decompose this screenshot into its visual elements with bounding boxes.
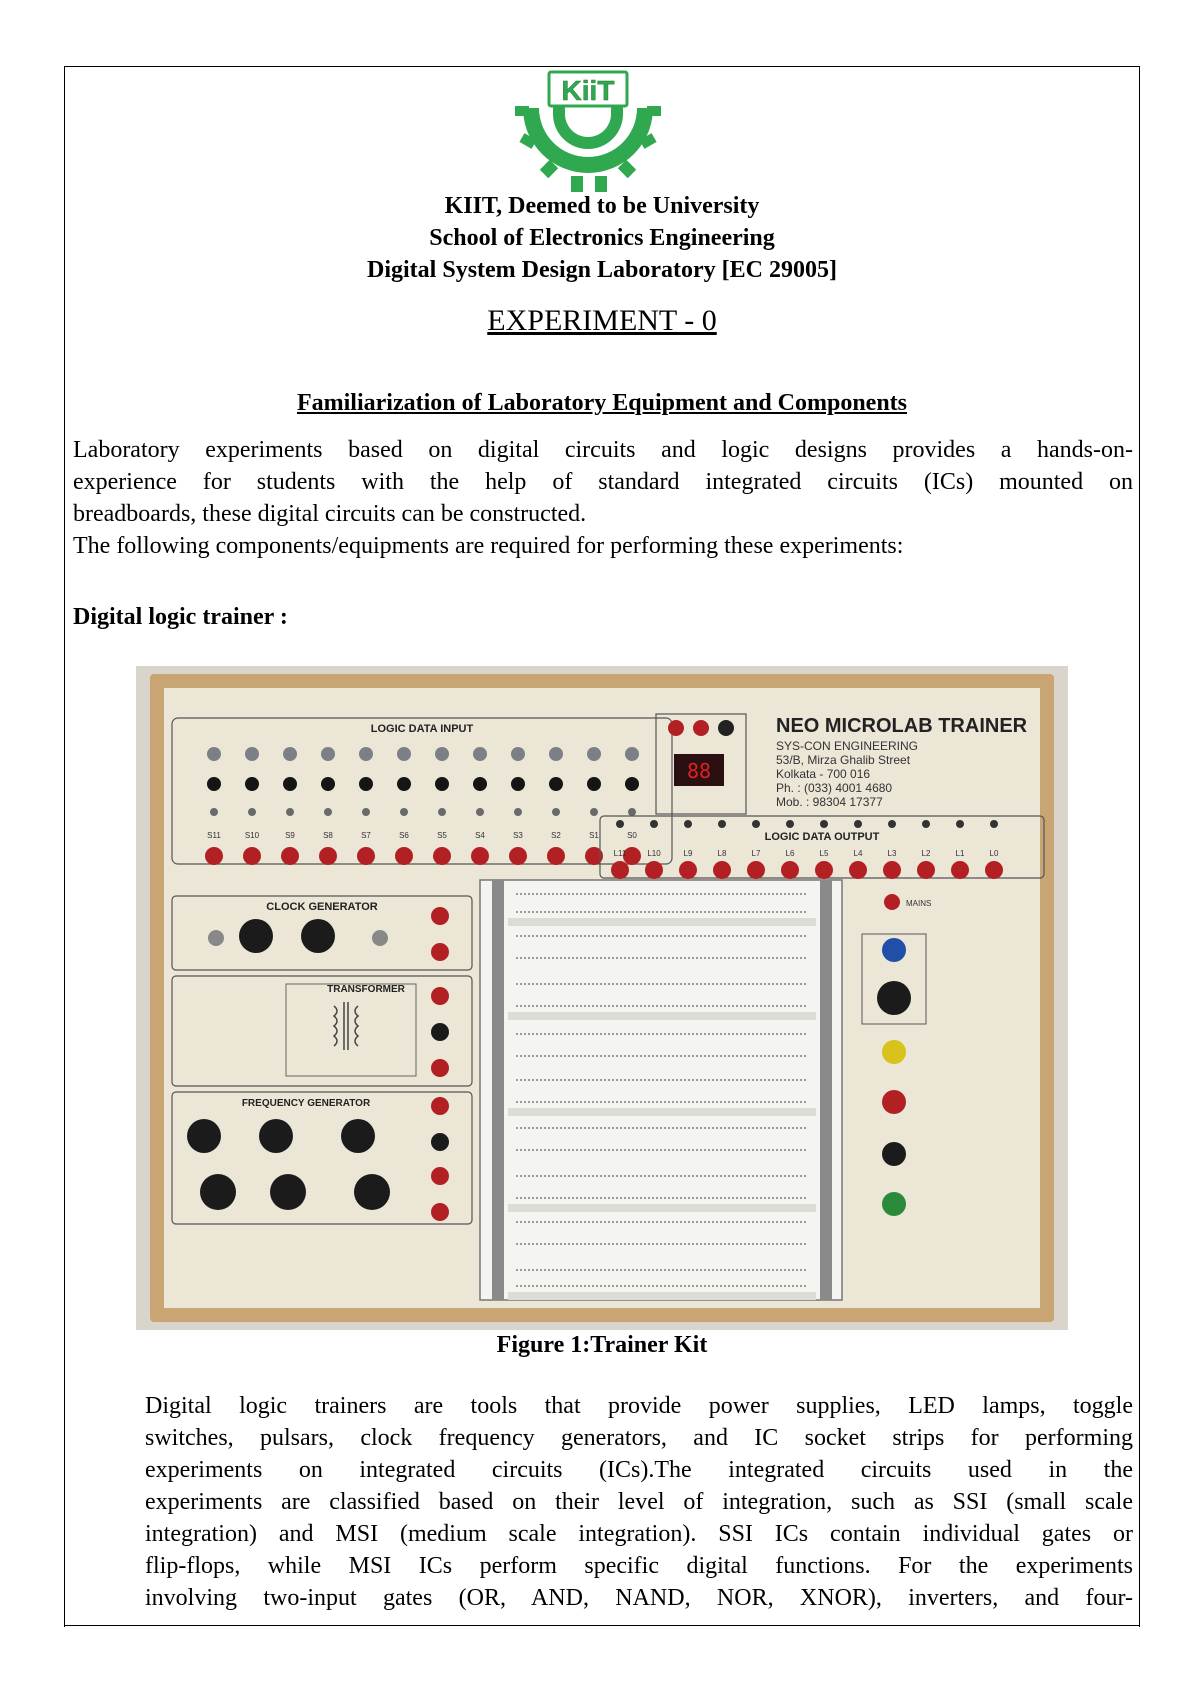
clock-generator-label: CLOCK GENERATOR: [266, 901, 378, 913]
panel-brand-title: NEO MICROLAB TRAINER: [776, 715, 1028, 737]
intro-line: experience for students with the help of standard integrated circuits (ICs) mounted on: [73, 469, 1133, 495]
output-led-label: L9: [683, 849, 693, 858]
transformer-label: TRANSFORMER: [327, 984, 405, 995]
panel-phone: Ph. : (033) 4001 4680: [776, 781, 893, 795]
output-led-label: L4: [853, 849, 863, 858]
output-led-label: L3: [887, 849, 897, 858]
input-switch-label: S9: [285, 831, 295, 840]
output-led-label: L5: [819, 849, 829, 858]
input-switch-label: S8: [323, 831, 333, 840]
intro-line: breadboards, these digital circuits can be constructed.: [73, 501, 587, 527]
svg-text:KiiT: KiiT: [561, 75, 615, 106]
panel-mobile: Mob. : 98304 17377: [776, 795, 883, 809]
section-title: Familiarization of Laboratory Equipment and Components: [296, 390, 908, 416]
body-line: involving two-input gates (OR, AND, NAND, NOR, XNOR), inverters, and four-: [145, 1585, 1133, 1611]
lab-name: Digital System Design Laboratory [EC 29005]: [367, 257, 837, 283]
school-name: School of Electronics Engineering: [429, 225, 775, 251]
frequency-generator-label: FREQUENCY GENERATOR: [241, 1098, 371, 1109]
input-switch-label: S5: [437, 831, 447, 840]
logic-output-label: LOGIC DATA OUTPUT: [764, 831, 880, 843]
panel-company: SYS-CON ENGINEERING: [776, 739, 919, 753]
input-switch-label: S0: [627, 831, 637, 840]
input-switch-label: S1: [589, 831, 599, 840]
intro-line: The following components/equipments are required for performing these experiments:: [73, 533, 904, 559]
input-switch-label: S4: [475, 831, 485, 840]
intro-line: Laboratory experiments based on digital circuits and logic designs provides a hands-on-: [73, 437, 1133, 463]
input-switch-label: S7: [361, 831, 371, 840]
body-line: experiments on integrated circuits (ICs).The integrated circuits used in the: [145, 1457, 1133, 1483]
intro-paragraph: [73, 434, 1133, 562]
input-switch-label: S10: [244, 831, 260, 840]
figure-caption: Figure 1:Trainer Kit: [496, 1332, 708, 1358]
body-paragraph: [145, 1390, 1133, 1614]
body-line: switches, pulsars, clock frequency generators, and IC socket strips for performing: [145, 1425, 1133, 1451]
input-switch-label: S2: [551, 831, 561, 840]
panel-address2: Kolkata - 700 016: [776, 767, 871, 781]
output-led-label: L0: [989, 849, 999, 858]
output-led-label: L2: [921, 849, 931, 858]
bottom-rule: [64, 1625, 1140, 1626]
svg-text:88: 88: [686, 759, 712, 783]
output-led-label: L1: [955, 849, 965, 858]
output-led-label: L11: [613, 849, 627, 858]
body-line: integration) and MSI (medium scale integration). SSI ICs contain individual gates or: [145, 1521, 1133, 1547]
experiment-title: EXPERIMENT - 0: [487, 304, 717, 337]
mains-label: MAINS: [906, 899, 932, 908]
trainer-heading: Digital logic trainer :: [73, 604, 288, 630]
output-led-label: L10: [647, 849, 661, 858]
input-switch-label: S3: [513, 831, 523, 840]
body-line: flip-flops, while MSI ICs perform specific digital functions. For the experiments: [145, 1553, 1133, 1579]
trainer-kit-photo: [136, 666, 1068, 1330]
logic-input-label: LOGIC DATA INPUT: [370, 723, 474, 735]
panel-address1: 53/B, Mirza Ghalib Street: [776, 753, 911, 767]
output-led-label: L6: [785, 849, 795, 858]
input-switch-label: S11: [207, 831, 221, 840]
kiit-logo: [513, 68, 663, 196]
output-led-label: L7: [751, 849, 761, 858]
input-switch-label: S6: [399, 831, 409, 840]
body-line: Digital logic trainers are tools that provide power supplies, LED lamps, toggle: [145, 1393, 1133, 1419]
university-name: KIIT, Deemed to be University: [444, 193, 760, 219]
body-line: experiments are classified based on their level of integration, such as SSI (small scale: [145, 1489, 1133, 1515]
output-led-label: L8: [717, 849, 727, 858]
